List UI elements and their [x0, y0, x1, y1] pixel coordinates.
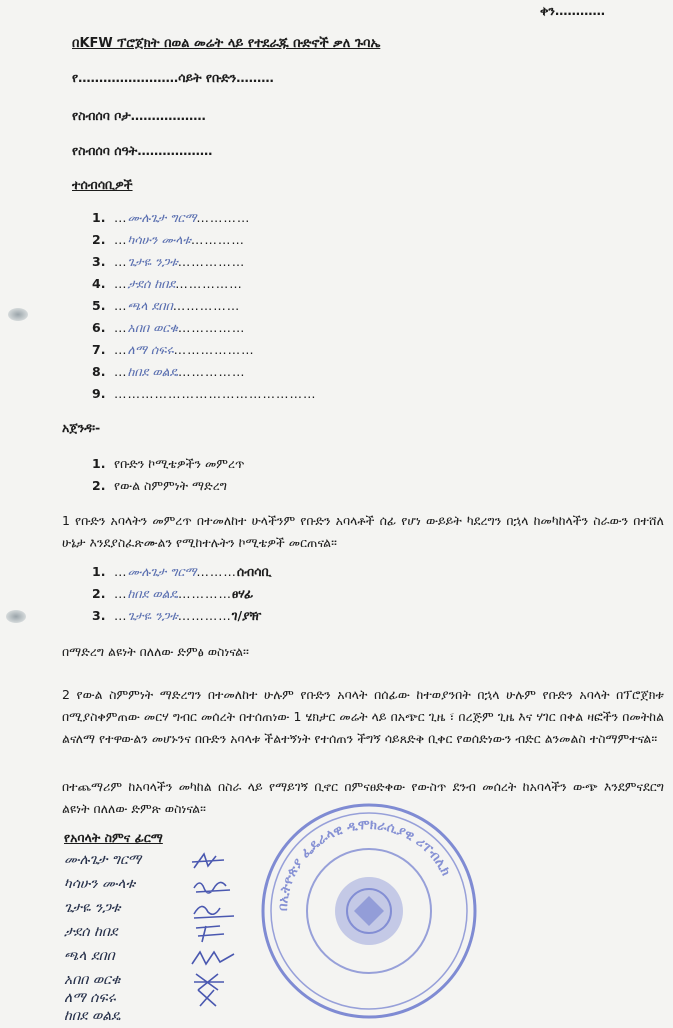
handwritten-name: አበበ ወርቁ [127, 320, 178, 335]
punch-hole-top [8, 308, 28, 321]
handwritten-signature-name: ካሳሁን ሙላቱ [64, 876, 136, 892]
handwritten-name: ጌታዬ ንጋቱ [127, 608, 178, 623]
agenda-heading: አጀንዳ፡- [62, 420, 101, 435]
handwritten-signature-name: ጌታዬ ንጋቱ [64, 900, 121, 916]
handwritten-name: ሙሉጌታ ግርማ [127, 210, 197, 225]
site-group-field: የ……………………ሳይት የቡድን……… [72, 70, 274, 85]
agreement-paragraph: 2 የውል ስምምነት ማድረግን በተመለከተ ሁሉም የቡድን አባላት በሰፊው ከተወያንበት በኋላ ሁሉም የቡድን አባላት በፕሮጀክቱ በሚያስቀምጠው መርሃ ግብር መሰረት በተሰጠነው 1 ሄክታር መሬት ላይ በአጭር ጊዜ ፣ በረጅም ጊዜ እና ሃገር በቀል ዛፎችን በመትከል ልናለማ የተዋውልን መሆኑንና በቡድን አባላቱ ችልተኝነት የተሰጠን ችግኝ ሳይጸድቅ ቢቀር የወሰድነውን ብድር ልንመልስ ተስማምተናል፡፡ [62, 687, 664, 746]
attendee-row: 4. …ታደሰ ከበደ…………… [92, 276, 243, 291]
handwritten-signature-name: ሙሉጌታ ግርማ [64, 852, 142, 868]
handwritten-name: ከበደ ወልዴ [127, 364, 178, 379]
attendee-row: 3. …ጌታዬ ንጋቱ…………… [92, 254, 246, 269]
committee-row: 3. …ጌታዬ ንጋቱ…………ገ/ያዥ [92, 608, 262, 623]
handwritten-signature-name: ታደሰ ከበደ [64, 924, 118, 940]
signature-mark [190, 922, 230, 946]
signature-mark [190, 850, 230, 874]
attendee-row: 5. …ጫላ ደበበ…………… [92, 298, 241, 313]
signature-mark [190, 946, 238, 970]
meeting-time-field: የስብሰባ ሰዓት……………… [72, 143, 213, 158]
handwritten-name: ታደሰ ከበደ [127, 276, 176, 291]
committee-role: ሰብሳቢ [236, 564, 272, 579]
committee-role: ፀሃፊ [231, 586, 254, 601]
punch-hole-bottom [6, 610, 26, 623]
committee-row: 1. …ሙሉጌታ ግርማ………ሰብሳቢ [92, 564, 272, 579]
handwritten-signature-name: ለማ ሰፍሩ [64, 990, 116, 1006]
handwritten-name: ሙሉጌታ ግርማ [127, 564, 197, 579]
handwritten-name: ጌታዬ ንጋቱ [127, 254, 178, 269]
attendee-row: 2. …ካሳሁን ሙላቱ………… [92, 232, 245, 247]
signature-mark [190, 898, 238, 922]
handwritten-name: ጫላ ደበበ [127, 298, 173, 313]
attendee-row: 7. …ለማ ሰፍሩ……………… [92, 342, 255, 357]
handwritten-name: ካሳሁን ሙላቱ [127, 232, 191, 247]
attendee-row: 6. …አበበ ወርቁ…………… [92, 320, 246, 335]
signature-mark [190, 988, 230, 1012]
handwritten-signature-name: አበበ ወርቁ [64, 972, 121, 988]
attendee-row: 1. …ሙሉጌታ ግርማ………… [92, 210, 251, 225]
agenda-item: 1. የቡድን ኮሚቴዎችን መምረጥ [92, 456, 245, 471]
handwritten-name: ከበደ ወልዴ [127, 586, 178, 601]
attendee-row: 8. …ከበደ ወልዴ…………… [92, 364, 246, 379]
handwritten-signature-name: ከበደ ወልዴ [64, 1008, 121, 1024]
official-stamp [258, 800, 480, 1022]
decision-statement: በማድረግ ልዩነት በለለው ድምፅ ወስነናል፡፡ [62, 644, 249, 659]
committee-election-paragraph: 1 የቡድን አባላትን መምረጥ በተመለከተ ሁላችንም የቡድን አባላቶች ሰፊ የሆነ ውይይት ካደረግን በኋላ ከመካከላችን ስራውን በተሸለ ሁኔታ እንደያስፈጽሙልን የሚከተሉትን ኮሚቴዎች መርጠናል፡፡ [62, 513, 664, 550]
signatures-heading: የአባላት ስምና ፊርማ [64, 830, 163, 845]
handwritten-signature-name: ጫላ ደበበ [64, 948, 115, 964]
handwritten-name: ለማ ሰፍሩ [127, 342, 174, 357]
committee-row: 2. …ከበደ ወልዴ…………ፀሃፊ [92, 586, 254, 601]
attendee-row: 9. ……………………………………… [92, 386, 317, 401]
svg-text:በኢትዮጵያ ፌዴራላዊ ዲሞክራሲያዊ ሪፐብሊክ: በኢትዮጵያ ፌዴራላዊ ዲሞክራሲያዊ ሪፐብሊክ [275, 817, 454, 912]
date-field: ቀን………… [540, 3, 605, 18]
internal-rules-paragraph: በተጨማሪም ከአባላችን መካከል በስራ ላይ የማይገኝ ቢኖር በምናፀድቀው የውስጥ ደንብ መሰረት ከአባላችን ውጭ እንደምናደርግ ልዩነት በለለው ድምጽ ወስነናል፡፡ [62, 779, 664, 816]
agenda-item: 2. የውል ስምምነት ማድረግ [92, 478, 227, 493]
meeting-place-field: የስብሰባ ቦታ……………… [72, 108, 206, 123]
signature-mark [190, 874, 234, 898]
committee-role: ገ/ያዥ [231, 608, 262, 623]
document-title: በKFW ፕሮጀክት በወል መሬት ላይ የተደራጁ ቡድኖች ቃለ ጉባኤ [72, 36, 381, 51]
attendees-heading: ተሰብሳቢዎች [72, 177, 133, 192]
